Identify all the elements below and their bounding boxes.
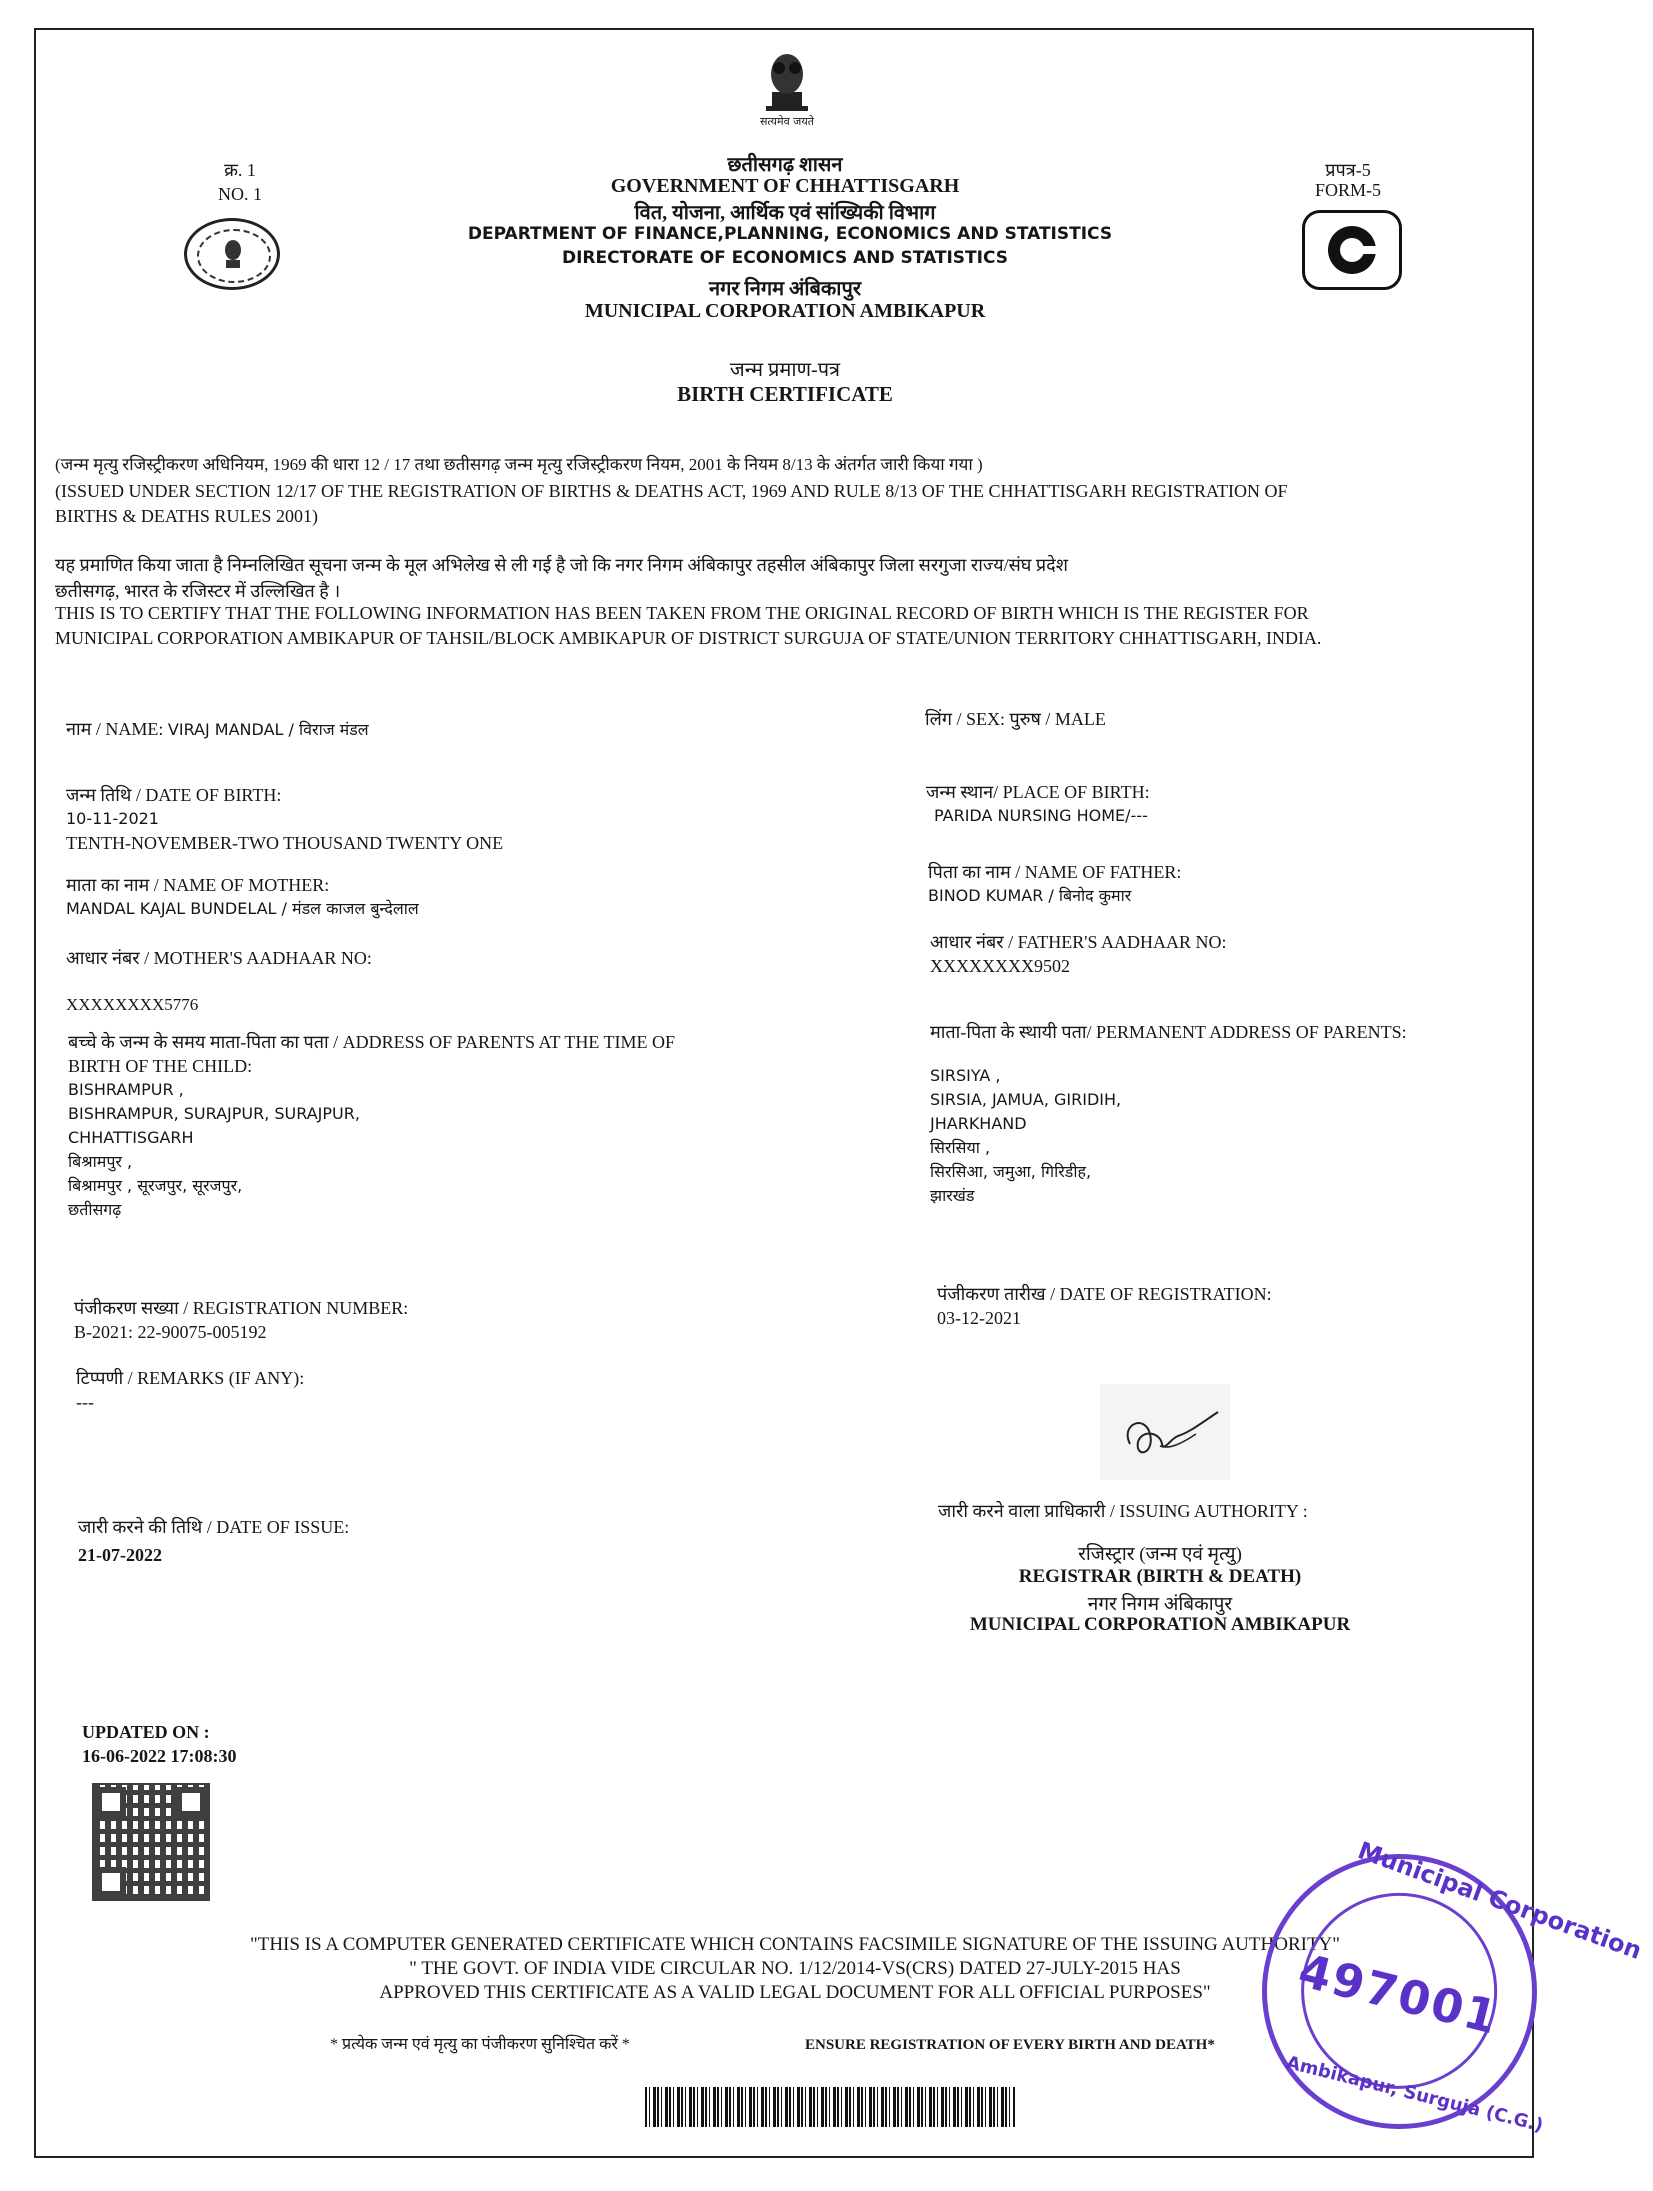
stamp-bottom-text: Ambikapur, Surguja (C.G.) <box>1283 2052 1546 2137</box>
updated-block <box>82 1720 236 1768</box>
form-no-hindi: क्र. 1 <box>224 160 256 180</box>
sex-label: लिंग / SEX: <box>925 709 1006 729</box>
issue-date-block <box>78 1515 349 1567</box>
mother-block <box>66 873 419 921</box>
remarks-label: टिप्पणी / REMARKS (IF ANY): <box>76 1368 305 1388</box>
mother-aadhaar-label: आधार नंबर / MOTHER'S AADHAAR NO: <box>66 948 372 968</box>
ensure-hindi: * प्रत्येक जन्म एवं मृत्यु का पंजीकरण सुनिश्चित करें * <box>330 2036 630 2053</box>
remarks-block <box>76 1366 304 1414</box>
perm-address-label: माता-पिता के स्थायी पता/ PERMANENT ADDRESS OF PARENTS: <box>930 1022 1407 1042</box>
father-aadhaar-block <box>930 930 1227 978</box>
father-label: पिता का नाम / NAME OF FATHER: <box>928 862 1182 882</box>
sex-value: पुरुष / MALE <box>1009 709 1106 729</box>
mother-aadhaar-value: XXXXXXXX5776 <box>66 995 199 1014</box>
mother-label: माता का नाम / NAME OF MOTHER: <box>66 875 330 895</box>
birth-address-label-1: बच्चे के जन्म के समय माता-पिता का पता / ADDRESS OF PARENTS AT THE TIME OF <box>68 1032 676 1052</box>
dob-block <box>66 783 503 855</box>
father-aadhaar-value: XXXXXXXX9502 <box>930 956 1070 976</box>
authority-label: जारी करने वाला प्राधिकारी / ISSUING AUTHORITY : <box>938 1501 1308 1521</box>
registrar-english: REGISTRAR (BIRTH & DEATH) <box>1018 1566 1302 1587</box>
updated-value: 16-06-2022 17:08:30 <box>82 1746 237 1766</box>
dob-value: 10-11-2021 <box>66 809 159 828</box>
crs-logo-icon <box>1305 213 1399 287</box>
perm-address-line: सिरसिया , <box>930 1138 991 1157</box>
directorate: DIRECTORATE OF ECONOMICS AND STATISTICS <box>561 248 1008 268</box>
name-label: नाम / NAME: <box>66 719 164 739</box>
authority-corp-hindi: नगर निगम अंबिकापुर <box>1087 1594 1233 1615</box>
qr-code <box>92 1783 210 1901</box>
birth-address-block <box>68 1030 675 1222</box>
gov-english: GOVERNMENT OF CHHATTISGARH <box>610 175 960 197</box>
remarks-value: --- <box>76 1392 94 1412</box>
father-block <box>928 860 1181 908</box>
form-type-hindi: प्रपत्र-5 <box>1325 160 1371 180</box>
birth-address-line: छतीसगढ़ <box>68 1200 122 1219</box>
ensure-english: ENSURE REGISTRATION OF EVERY BIRTH AND DEATH* <box>805 2037 1215 2053</box>
perm-address-block <box>930 1020 1407 1208</box>
footer-line-1: "THIS IS A COMPUTER GENERATED CERTIFICATE WHICH CONTAINS FACSIMILE SIGNATURE OF THE ISSUING AUTHORITY" <box>249 1934 1341 1955</box>
title-hindi: जन्म प्रमाण-पत्र <box>729 359 841 381</box>
birth-address-line: BISHRAMPUR, SURAJPUR, SURAJPUR, <box>68 1104 360 1123</box>
pob-block <box>926 780 1150 828</box>
issued-under-english-2: BIRTHS & DEATHS RULES 2001) <box>55 506 318 526</box>
dept-hindi: वित, योजना, आर्थिक एवं सांख्यिकी विभाग <box>634 202 936 224</box>
certify-english-1: THIS IS TO CERTIFY THAT THE FOLLOWING INFORMATION HAS BEEN TAKEN FROM THE ORIGINAL RECORD OF BIRTH WHICH IS THE REGISTER FOR <box>55 603 1309 623</box>
perm-address-line: SIRSIYA , <box>930 1066 1001 1085</box>
perm-address-line: सिरसिआ, जमुआ, गिरिडीह, <box>930 1162 1092 1181</box>
barcode <box>645 2087 1015 2127</box>
birth-address-line: बिश्रामपुर , सूरजपुर, सूरजपुर, <box>68 1176 243 1195</box>
stamp-number: 497001 <box>1293 1943 1505 2045</box>
authority-corp-english: MUNICIPAL CORPORATION AMBIKAPUR <box>969 1614 1351 1635</box>
perm-address-line: JHARKHAND <box>930 1114 1027 1133</box>
perm-address-line: SIRSIA, JAMUA, GIRIDIH, <box>930 1090 1122 1109</box>
father-aadhaar-label: आधार नंबर / FATHER'S AADHAAR NO: <box>930 932 1227 952</box>
reg-no-block <box>74 1296 408 1344</box>
crs-logo <box>1302 210 1402 290</box>
pob-value: PARIDA NURSING HOME/--- <box>934 806 1148 825</box>
birth-address-line: बिश्रामपुर , <box>68 1152 133 1171</box>
sex-field <box>925 706 1106 732</box>
footer-line-3: APPROVED THIS CERTIFICATE AS A VALID LEGAL DOCUMENT FOR ALL OFFICIAL PURPOSES" <box>379 1982 1211 2003</box>
updated-label: UPDATED ON : <box>82 1722 210 1742</box>
certify-hindi-2: छतीसगढ़, भारत के रजिस्टर में उल्लिखित है । <box>55 581 341 601</box>
reg-no-label: पंजीकरण सख्या / REGISTRATION NUMBER: <box>74 1298 409 1318</box>
gov-hindi: छतीसगढ़ शासन <box>727 154 843 176</box>
corp-hindi: नगर निगम अंबिकापुर <box>709 278 861 300</box>
reg-no-value: B-2021: 22-90075-005192 <box>74 1322 267 1342</box>
form-type-english: FORM-5 <box>1314 180 1381 200</box>
name-value: VIRAJ MANDAL / विराज मंडल <box>167 720 369 739</box>
title-english: BIRTH CERTIFICATE <box>677 382 893 406</box>
state-seal <box>184 218 280 290</box>
birth-address-label-2: BIRTH OF THE CHILD: <box>68 1056 253 1076</box>
certify-english-2: MUNICIPAL CORPORATION AMBIKAPUR OF TAHSIL/BLOCK AMBIKAPUR OF DISTRICT SURGUJA OF STATE/UNION TERRITORY CHHATTISGARH, INDIA. <box>55 628 1322 648</box>
father-value: BINOD KUMAR / बिनोद कुमार <box>928 886 1132 905</box>
mother-value: MANDAL KAJAL BUNDELAL / मंडल काजल बुन्देलाल <box>66 899 419 918</box>
emblem-motto: सत्यमेव जयते <box>759 115 814 128</box>
perm-address-line: झारखंड <box>930 1186 975 1205</box>
dept-english: DEPARTMENT OF FINANCE,PLANNING, ECONOMICS AND STATISTICS <box>467 224 1113 244</box>
reg-date-block <box>937 1282 1272 1330</box>
issue-date-value: 21-07-2022 <box>78 1545 162 1565</box>
birth-address-line: CHHATTISGARH <box>68 1128 194 1147</box>
registrar-hindi: रजिस्ट्रार (जन्म एवं मृत्यु) <box>1078 1544 1242 1565</box>
issued-under-hindi: (जन्म मृत्यु रजिस्ट्रीकरण अधिनियम, 1969 की धारा 12 / 17 तथा छतीसगढ़ जन्म मृत्यु रजिस्ट्रीकरण नियम, 2001 के नियम 8/13 के अंतर्गत जारी किया गया ) <box>55 455 983 474</box>
dob-words: TENTH-NOVEMBER-TWO THOUSAND TWENTY ONE <box>66 833 504 853</box>
state-emblem-icon <box>218 238 248 272</box>
corp-english: MUNICIPAL CORPORATION AMBIKAPUR <box>584 300 986 322</box>
form-no-english: NO. 1 <box>218 184 262 204</box>
certify-hindi-1: यह प्रमाणित किया जाता है निम्नलिखित सूचना जन्म के मूल अभिलेख से ली गई है जो कि नगर निगम अंबिकापुर तहसील अंबिकापुर जिला सरगुजा राज्य/संघ प्रदेश <box>55 555 1068 575</box>
national-emblem <box>752 52 822 118</box>
signature-icon <box>1100 1384 1230 1480</box>
footer-line-2: " THE GOVT. OF INDIA VIDE CIRCULAR NO. 1/12/2014-VS(CRS) DATED 27-JULY-2015 HAS <box>409 1958 1181 1979</box>
stamp-top-text: Municipal Corporation <box>1354 1836 1646 1965</box>
issued-under-english-1: (ISSUED UNDER SECTION 12/17 OF THE REGISTRATION OF BIRTHS & DEATHS ACT, 1969 AND RULE 8/13 OF THE CHHATTISGARH REGISTRATION OF <box>55 481 1288 501</box>
facsimile-signature <box>1100 1384 1230 1480</box>
reg-date-label: पंजीकरण तारीख / DATE OF REGISTRATION: <box>937 1284 1272 1304</box>
dob-label: जन्म तिथि / DATE OF BIRTH: <box>66 785 282 805</box>
pob-label: जन्म स्थान/ PLACE OF BIRTH: <box>926 782 1150 802</box>
ashoka-emblem-icon <box>752 52 822 118</box>
issue-date-label: जारी करने की तिथि / DATE OF ISSUE: <box>78 1517 350 1537</box>
name-field <box>66 716 369 743</box>
reg-date-value: 03-12-2021 <box>937 1308 1021 1328</box>
birth-address-line: BISHRAMPUR , <box>68 1080 184 1099</box>
